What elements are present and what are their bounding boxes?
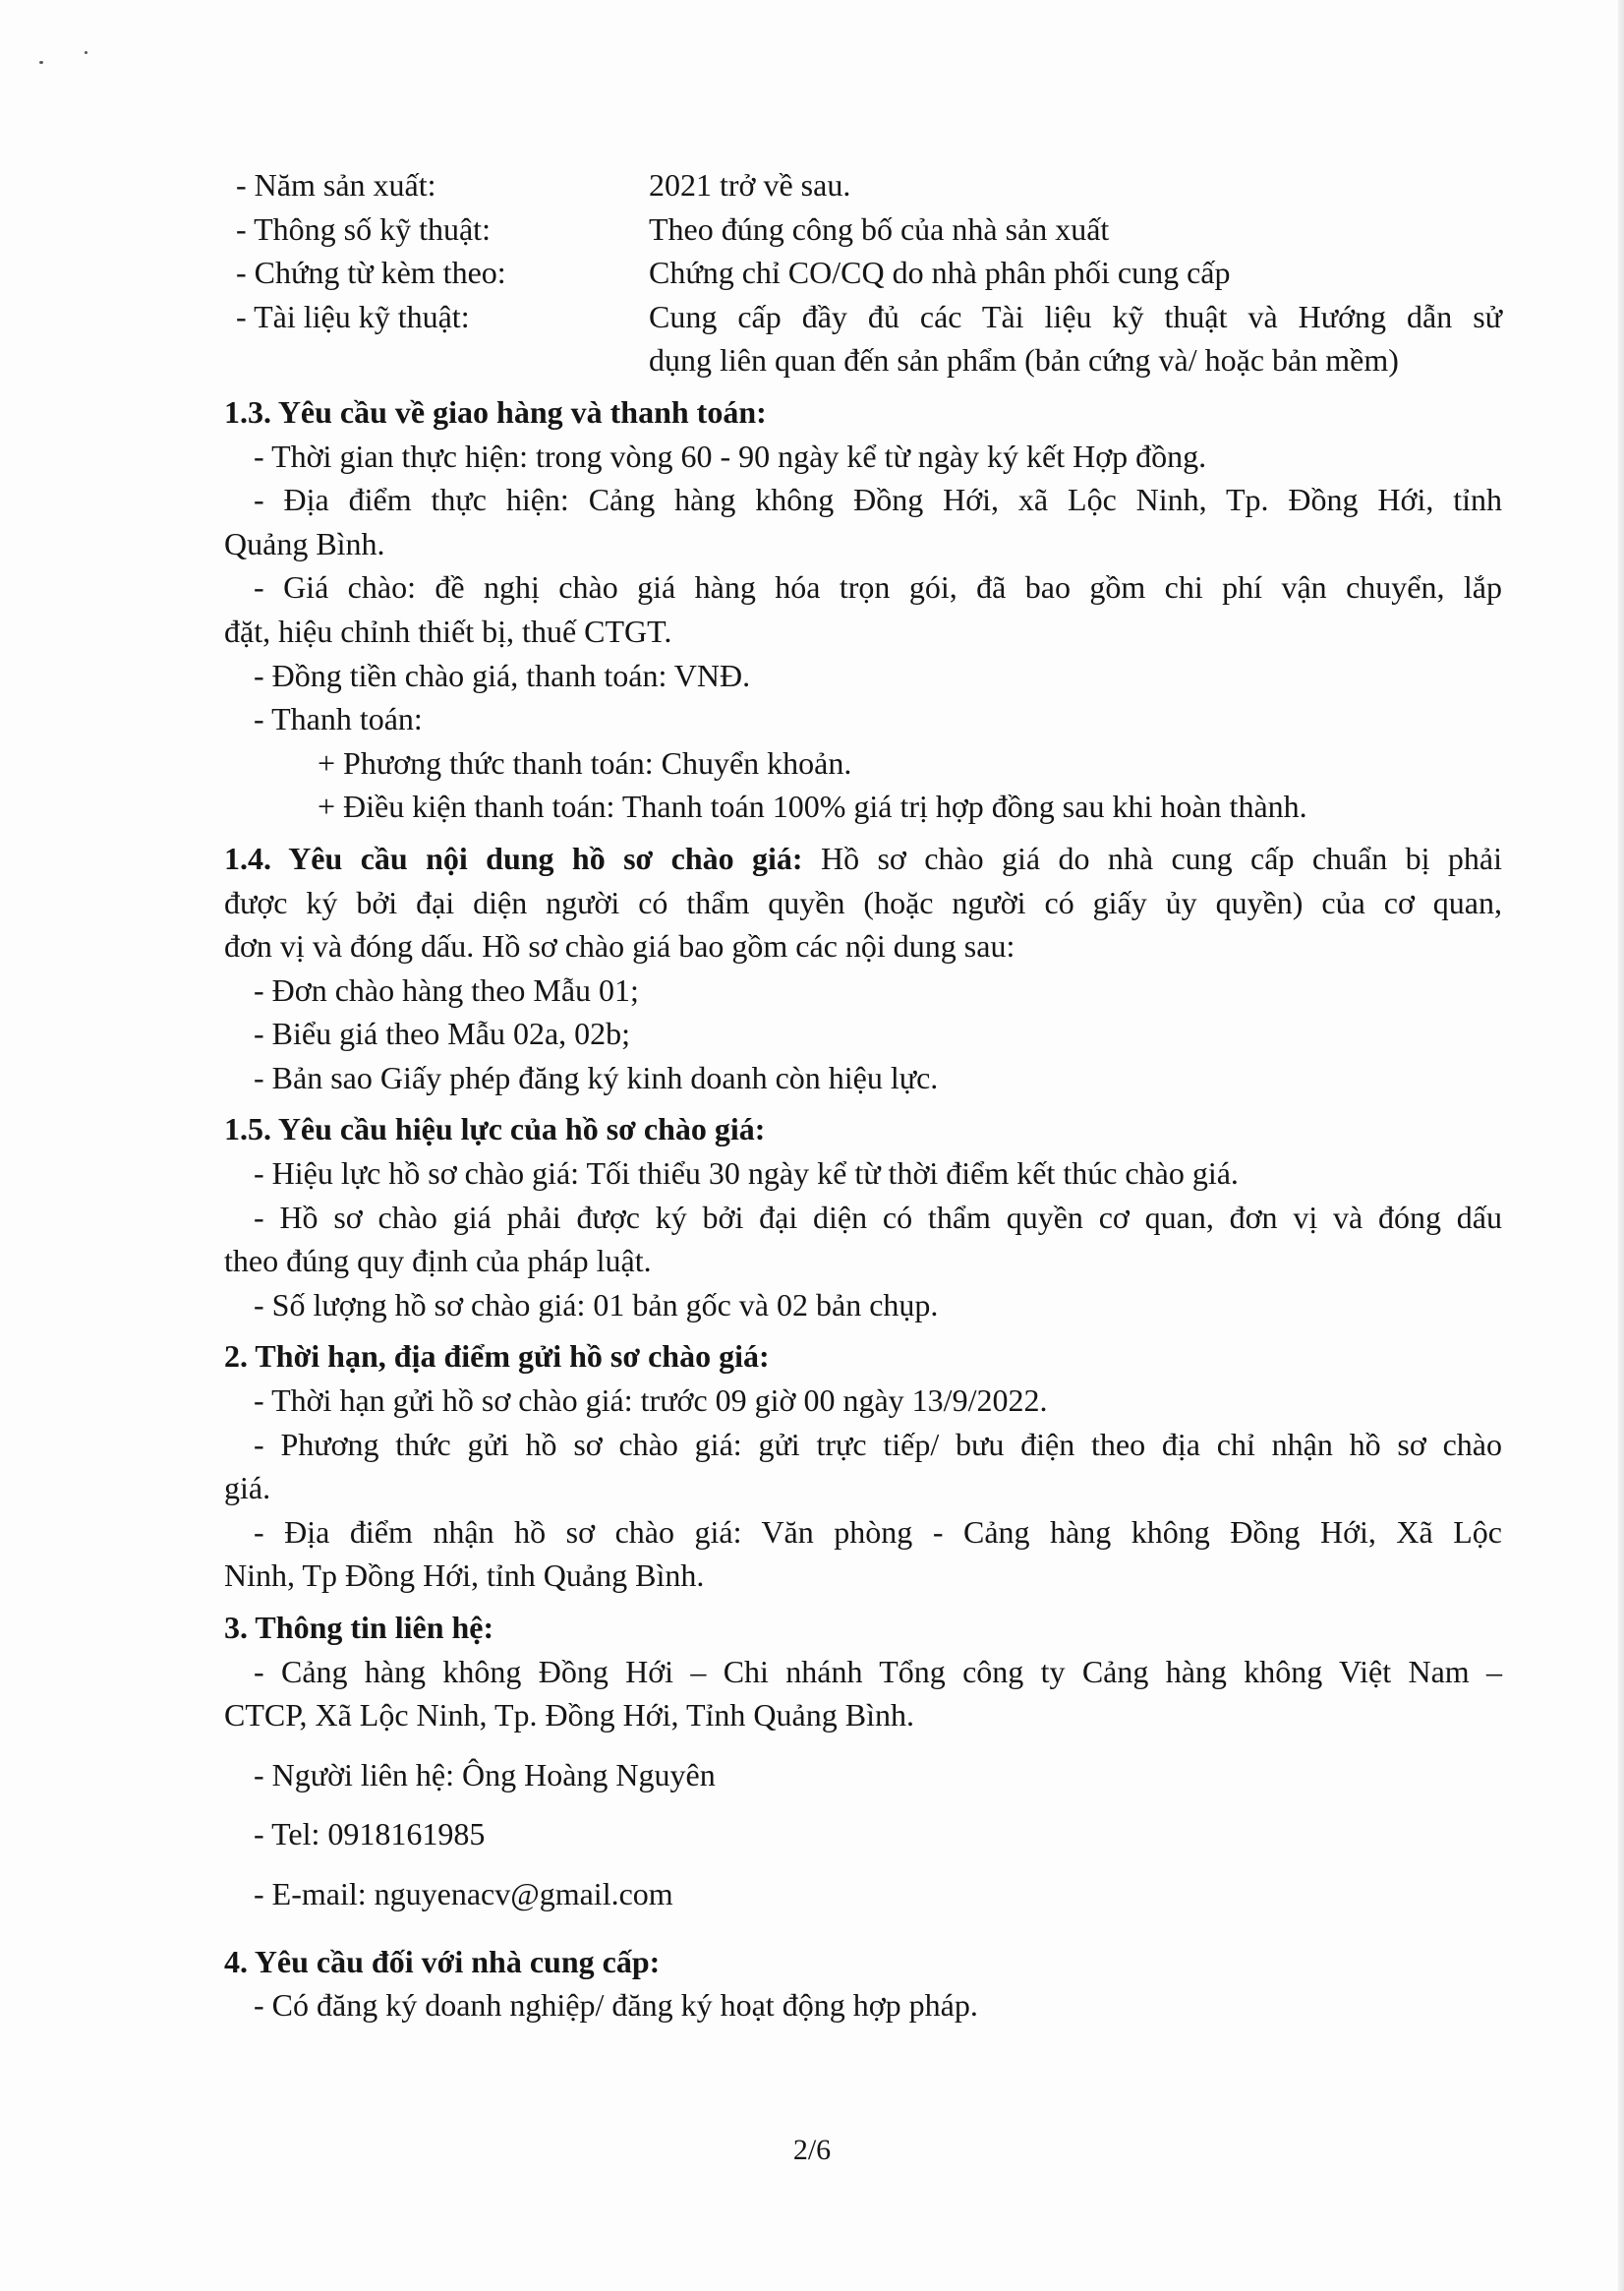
paragraph: - Thời gian thực hiện: trong vòng 60 - 90 ngày kể từ ngày ký kết Hợp đồng. — [254, 438, 1207, 474]
page-number: 2/6 — [792, 2134, 832, 2166]
paragraph-line: Ninh, Tp Đồng Hới, tỉnh Quảng Bình. — [224, 1557, 705, 1594]
payment-method: + Phương thức thanh toán: Chuyển khoản. — [318, 744, 852, 781]
paragraph: - Đồng tiền chào giá, thanh toán: VNĐ. — [254, 657, 751, 693]
paragraph-line: đặt, hiệu chỉnh thiết bị, thuế CTGT. — [224, 613, 672, 649]
paragraph-line: CTCP, Xã Lộc Ninh, Tp. Đồng Hới, Tỉnh Quảng Bình. — [224, 1697, 914, 1733]
paragraph-line: - Phương thức gửi hồ sơ chào giá: gửi trực tiếp/ bưu điện theo địa chỉ nhận hồ sơ chào — [254, 1426, 1502, 1462]
section-heading-4: 4. Yêu cầu đối với nhà cung cấp: — [224, 1943, 661, 1979]
section-heading-1-5: 1.5. Yêu cầu hiệu lực của hồ sơ chào giá: — [224, 1111, 766, 1147]
spec-row — [224, 207, 1502, 252]
paragraph-line: - Cảng hàng không Đồng Hới – Chi nhánh Tổng công ty Cảng hàng không Việt Nam – — [254, 1653, 1502, 1689]
paragraph-line: - Giá chào: đề nghị chào giá hàng hóa trọn gói, đã bao gồm chi phí vận chuyển, lắp — [254, 569, 1502, 606]
section-heading-1-4: 1.4. Yêu cầu nội dung hồ sơ chào giá: — [224, 840, 803, 876]
spec-value-line: Cung cấp đầy đủ các Tài liệu kỹ thuật và Hướng dẫn sử — [649, 298, 1502, 334]
paragraph-line: giá. — [224, 1470, 271, 1506]
paragraph-line: đơn vị và đóng dấu. Hồ sơ chào giá bao gồm các nội dung sau: — [224, 928, 1015, 965]
contact-person: - Người liên hệ: Ông Hoàng Nguyên — [254, 1756, 716, 1792]
paragraph-line: - Địa điểm thực hiện: Cảng hàng không Đồng Hới, xã Lộc Ninh, Tp. Đồng Hới, tỉnh — [254, 482, 1502, 518]
scan-speck — [39, 61, 43, 64]
spec-row — [224, 251, 1502, 295]
spec-label: - Thông số kỹ thuật: — [236, 210, 491, 247]
contact-email: - E-mail: nguyenacv@gmail.com — [254, 1875, 673, 1911]
contact-tel: - Tel: 0918161985 — [254, 1816, 486, 1852]
section-1-4-text: Hồ sơ chào giá do nhà cung cấp chuẩn bị phải — [802, 840, 1503, 876]
spec-row — [224, 163, 1502, 207]
paragraph: - Thời hạn gửi hồ sơ chào giá: trước 09 giờ 00 ngày 13/9/2022. — [254, 1382, 1048, 1419]
list-item: - Đơn chào hàng theo Mẫu 01; — [254, 971, 639, 1008]
paragraph-line: theo đúng quy định của pháp luật. — [224, 1243, 652, 1279]
spec-list — [224, 163, 1502, 382]
paragraph: - Số lượng hồ sơ chào giá: 01 bản gốc và 02 bản chụp. — [254, 1286, 939, 1322]
paragraph-line: Quảng Bình. — [224, 525, 385, 561]
paragraph: - Thanh toán: — [254, 701, 423, 737]
paragraph-line: - Địa điểm nhận hồ sơ chào giá: Văn phòng - Cảng hàng không Đồng Hới, Xã Lộc — [254, 1513, 1502, 1550]
spec-value: 2021 trở về sau. — [649, 167, 851, 203]
paragraph-line: được ký bởi đại diện người có thẩm quyền (hoặc người có giấy ủy quyền) của cơ quan, — [224, 884, 1502, 920]
scan-edge-shadow — [1618, 0, 1624, 2291]
document-body — [224, 163, 1502, 2027]
section-heading-2: 2. Thời hạn, địa điểm gửi hồ sơ chào giá: — [224, 1338, 770, 1375]
spec-value: Theo đúng công bố của nhà sản xuất — [649, 210, 1110, 247]
paragraph: - Hiệu lực hồ sơ chào giá: Tối thiểu 30 ngày kể từ thời điểm kết thúc chào giá. — [254, 1155, 1239, 1192]
spec-value: Chứng chỉ CO/CQ do nhà phân phối cung cấp — [649, 255, 1231, 291]
list-item: - Biểu giá theo Mẫu 02a, 02b; — [254, 1016, 631, 1052]
spec-row — [224, 295, 1502, 382]
payment-condition: + Điều kiện thanh toán: Thanh toán 100% giá trị hợp đồng sau khi hoàn thành. — [318, 789, 1307, 825]
list-item: - Bản sao Giấy phép đăng ký kinh doanh còn hiệu lực. — [254, 1059, 939, 1095]
spec-label: - Năm sản xuất: — [236, 167, 436, 203]
spec-value-line: dụng liên quan đến sản phẩm (bản cứng và/ hoặc bản mềm) — [649, 342, 1399, 379]
paragraph: - Có đăng ký doanh nghiệp/ đăng ký hoạt động hợp pháp. — [254, 1987, 978, 2024]
paragraph-line: - Hồ sơ chào giá phải được ký bởi đại diện có thẩm quyền cơ quan, đơn vị và đóng dấu — [254, 1199, 1502, 1235]
spec-label: - Tài liệu kỹ thuật: — [236, 298, 470, 334]
spec-value — [649, 295, 1502, 382]
scan-speck — [85, 51, 87, 54]
spec-label: - Chứng từ kèm theo: — [236, 255, 506, 291]
section-heading-1-3: 1.3. Yêu cầu về giao hàng và thanh toán: — [224, 393, 767, 430]
section-heading-3: 3. Thông tin liên hệ: — [224, 1610, 494, 1645]
section-1-4-intro — [224, 837, 1502, 881]
